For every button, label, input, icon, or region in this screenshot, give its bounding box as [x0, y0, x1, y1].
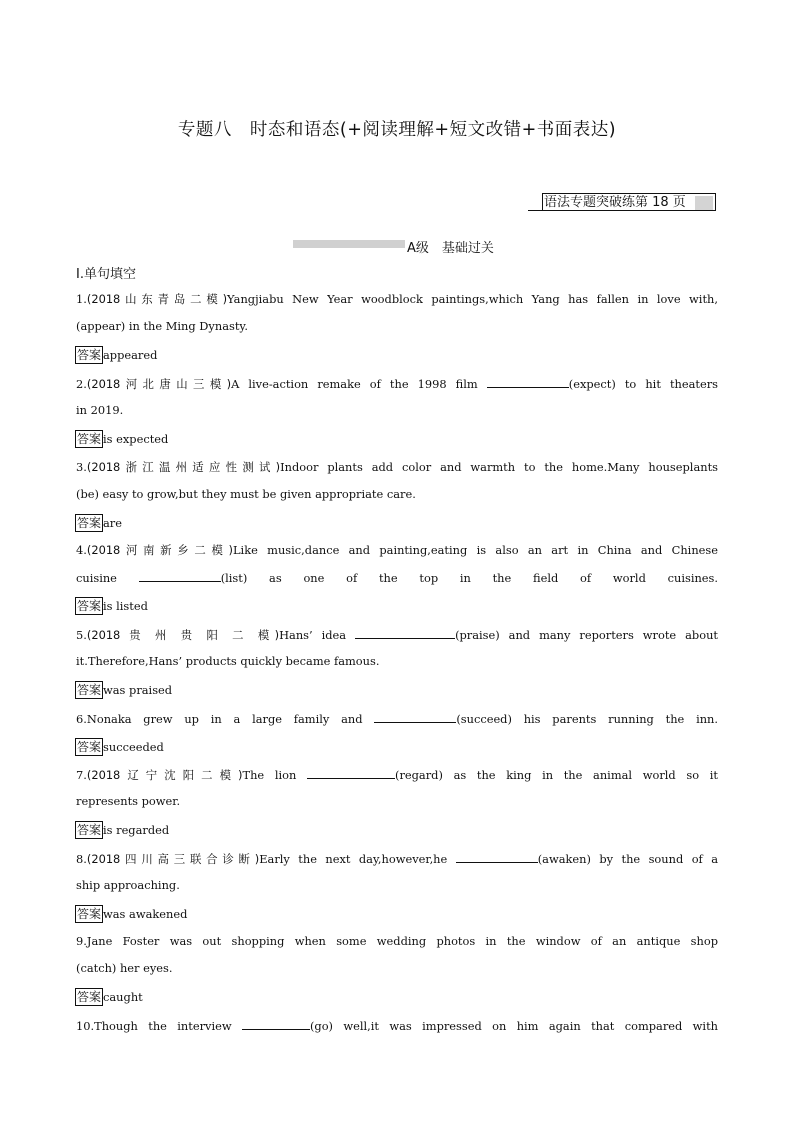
answer-label: 答案 [77, 348, 102, 362]
question-2-line-2: in 2019. [76, 403, 124, 417]
answer-label: 答案 [77, 432, 102, 446]
answer-blank [139, 570, 221, 582]
page-reference-tag [528, 193, 718, 212]
answer-5 [75, 681, 172, 699]
question-2-line-1: 2.(2018河北唐山三模)A live-action remake of the 1998 film (expect) to hit theaters [76, 377, 719, 391]
question-6-line-1: 6.Nonaka grew up in a large family and (succeed) his parents running the inn. [76, 712, 719, 726]
question-1-line-1: 1.(2018山东青岛二模)Yangjiabu New Year woodblock paintings,which Yang has fallen in love with, [76, 292, 718, 306]
question-8-line-1: 8.(2018四川高三联合诊断)Early the next day,however,he (awaken) by the sound of a [76, 852, 718, 866]
answer-blank [456, 851, 538, 863]
answer-blank [242, 1018, 310, 1030]
answer-text: succeeded [103, 740, 164, 754]
answer-text: is expected [103, 432, 169, 446]
level-label: A级 基础过关 [407, 241, 494, 256]
answer-label: 答案 [77, 990, 102, 1004]
tag-underline [528, 210, 542, 211]
answer-blank [487, 376, 569, 388]
level-heading [0, 237, 794, 255]
answer-6 [75, 738, 164, 756]
answer-text: caught [103, 990, 143, 1004]
question-1-line-2: (appear) in the Ming Dynasty. [76, 319, 248, 333]
tag-shade [695, 196, 713, 210]
question-9-line-1: 9.Jane Foster was out shopping when some wedding photos in the window of an antique shop [76, 934, 718, 948]
answer-label: 答案 [77, 516, 102, 530]
question-7-line-1: 7.(2018辽宁沈阳二模)The lion (regard) as the king in the animal world so it [76, 768, 719, 782]
answer-1 [75, 346, 157, 364]
question-9-line-2: (catch) her eyes. [76, 961, 173, 975]
answer-text: was praised [103, 683, 173, 697]
answer-blank [374, 711, 456, 723]
question-4-line-2: cuisine (list) as one of the top in the field of world cuisines. [76, 571, 719, 585]
tag-label: 语法专题突破练第 18 页 [544, 195, 686, 210]
answer-label: 答案 [77, 683, 102, 697]
question-3-line-1: 3.(2018浙江温州适应性测试)Indoor plants add color and warmth to the home.Many houseplants [76, 460, 718, 474]
section-heading: Ⅰ.单句填空 [76, 267, 136, 282]
question-7-line-2: represents power. [76, 794, 181, 808]
answer-3 [75, 514, 122, 532]
answer-4 [75, 597, 148, 615]
answer-label: 答案 [77, 823, 102, 837]
question-3-line-2: (be) easy to grow,but they must be given appropriate care. [76, 487, 416, 501]
level-bar [293, 240, 405, 248]
answer-text: appeared [103, 348, 158, 362]
answer-text: is regarded [103, 823, 170, 837]
answer-text: is listed [103, 599, 148, 613]
question-10-line-1: 10.Though the interview (go) well,it was impressed on him again that compared with [76, 1019, 718, 1033]
answer-2 [75, 430, 168, 448]
answer-label: 答案 [77, 907, 102, 921]
answer-8 [75, 905, 187, 923]
answer-blank [307, 767, 395, 779]
answer-text: are [103, 516, 122, 530]
question-5-line-2: it.Therefore,Hans’ products quickly became famous. [76, 654, 380, 668]
answer-blank [355, 627, 455, 639]
tag-box [542, 193, 716, 211]
question-8-line-2: ship approaching. [76, 878, 180, 892]
question-4-line-1: 4.(2018河南新乡二模)Like music,dance and painting,eating is also an art in China and Chinese [76, 543, 718, 557]
answer-9 [75, 988, 143, 1006]
question-5-line-1: 5.(2018 贵 州 贵 阳 二 模)Hans’ idea (praise) and many reporters wrote about [76, 628, 718, 642]
answer-label: 答案 [77, 599, 102, 613]
answer-7 [75, 821, 169, 839]
page-title: 专题八 时态和语态(+阅读理解+短文改错+书面表达) [177, 120, 617, 140]
answer-label: 答案 [77, 740, 102, 754]
answer-text: was awakened [103, 907, 188, 921]
